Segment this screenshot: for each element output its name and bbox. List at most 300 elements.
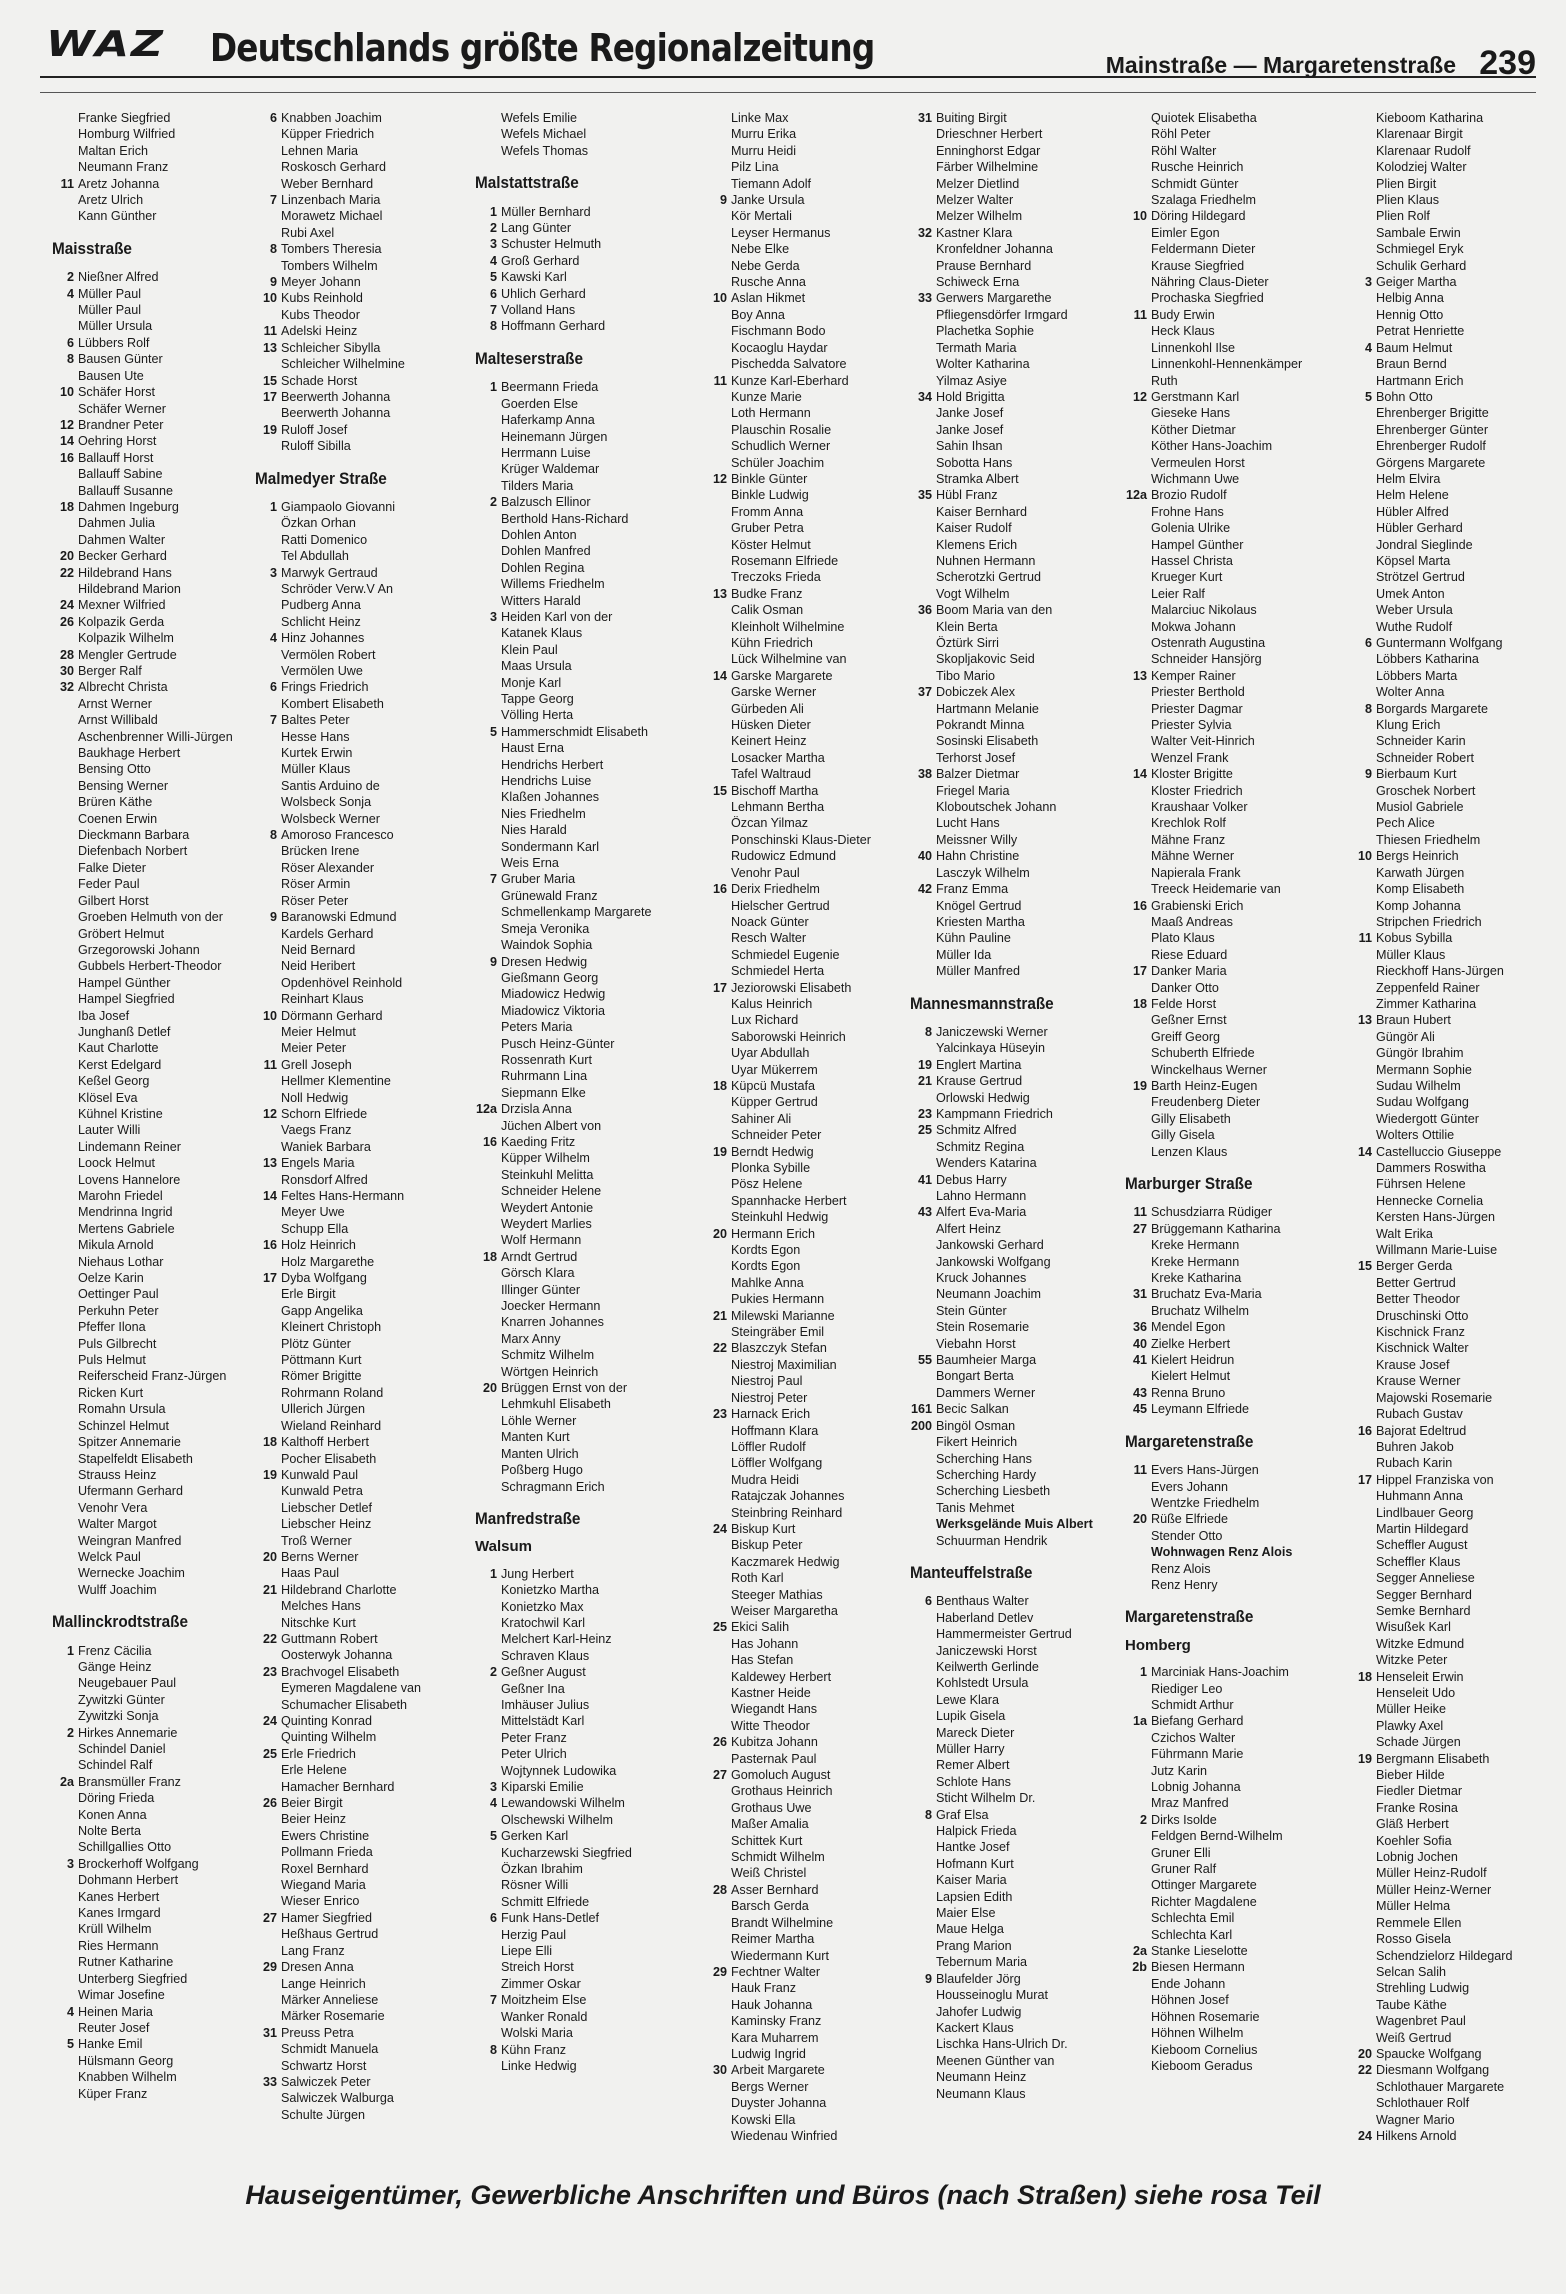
house-number	[910, 1626, 936, 1642]
resident-name: Klarenaar Birgit	[1376, 127, 1463, 142]
resident-entry	[255, 663, 465, 679]
page-number: 239	[1479, 44, 1536, 82]
resident-name: Loock Helmut	[78, 1156, 155, 1171]
resident-name: Höhnen Rosemarie	[1151, 2009, 1260, 2024]
resident-name: Klösel Eva	[78, 1090, 138, 1105]
resident-name: Hofmann Kurt	[936, 1856, 1014, 1871]
house-number	[52, 483, 78, 499]
resident-entry	[475, 126, 685, 142]
resident-name: Maltan Erich	[78, 143, 148, 158]
house-number	[52, 1938, 78, 1954]
resident-name: Ricken Kurt	[78, 1385, 144, 1400]
resident-name: Kaiser Bernhard	[936, 504, 1028, 519]
resident-name: Geßner Ernst	[1151, 1013, 1227, 1028]
resident-name: Moitzheim Else	[501, 1993, 587, 2008]
resident-entry	[1350, 1012, 1540, 1028]
resident-name: Quinting Wilhelm	[281, 1730, 377, 1745]
resident-entry	[910, 930, 1120, 946]
resident-entry	[1350, 1980, 1540, 1996]
resident-name: Groschek Norbert	[1376, 783, 1476, 798]
house-number	[705, 1783, 731, 1799]
resident-entry	[910, 1385, 1120, 1401]
resident-entry	[475, 921, 685, 937]
resident-name: Bergs Heinrich	[1376, 849, 1459, 864]
resident-entry	[910, 208, 1120, 224]
house-number	[255, 1598, 281, 1614]
house-number	[705, 1849, 731, 1865]
house-number	[705, 1373, 731, 1389]
resident-entry	[52, 1270, 262, 1286]
resident-name: Skopljakovic Seid	[936, 652, 1035, 667]
resident-entry	[1125, 1730, 1335, 1746]
house-number	[475, 904, 501, 920]
resident-entry	[475, 609, 685, 625]
house-number	[705, 733, 731, 749]
house-number	[1350, 1078, 1376, 1094]
house-number	[910, 241, 936, 257]
house-number	[1125, 1094, 1151, 1110]
resident-name: Lehmann Bertha	[731, 800, 825, 815]
house-number	[255, 696, 281, 712]
resident-entry	[52, 1122, 262, 1138]
resident-entry	[475, 593, 685, 609]
street-heading: Margaretenstraße	[1125, 1431, 1254, 1451]
house-number	[475, 1959, 501, 1975]
resident-name: Komp Elisabeth	[1376, 882, 1465, 897]
resident-name: Helm Helene	[1376, 488, 1449, 503]
house-number	[910, 258, 936, 274]
resident-entry	[705, 1701, 915, 1717]
house-number: 22	[59, 565, 74, 580]
resident-name: Marciniak Hans-Joachim	[1151, 1665, 1289, 1680]
resident-entry	[255, 745, 465, 761]
house-number	[1350, 1340, 1376, 1356]
resident-name: Kolodziej Walter	[1376, 160, 1467, 175]
resident-name: Wefels Emilie	[501, 111, 578, 125]
resident-name: Wieser Enrico	[281, 1894, 360, 1909]
house-number	[910, 1434, 936, 1450]
resident-entry	[255, 827, 465, 843]
resident-name: Hamacher Bernhard	[281, 1779, 395, 1794]
resident-name: Wörtgen Heinrich	[501, 1364, 599, 1379]
resident-entry	[52, 647, 262, 663]
house-number	[475, 576, 501, 592]
house-number	[705, 1997, 731, 2013]
resident-entry	[910, 1823, 1120, 1839]
house-number	[52, 2069, 78, 2085]
house-number	[705, 1652, 731, 1668]
house-number: 10	[59, 385, 74, 400]
resident-name: Kloster Friedrich	[1151, 783, 1243, 798]
resident-entry	[52, 417, 262, 433]
resident-name: Gruner Elli	[1151, 1845, 1211, 1860]
resident-name: Arbeit Margarete	[731, 2063, 825, 2078]
resident-name: Neumann Heinz	[936, 2070, 1027, 2085]
house-number	[705, 1816, 731, 1832]
resident-entry	[255, 2074, 465, 2090]
resident-entry	[705, 274, 915, 290]
house-number	[1125, 914, 1151, 930]
house-number	[255, 581, 281, 597]
house-number: 20	[262, 1549, 277, 1564]
house-number	[910, 553, 936, 569]
resident-name: Hassel Christa	[1151, 553, 1233, 568]
house-number	[52, 1533, 78, 1549]
resident-entry	[910, 1708, 1120, 1724]
house-number	[910, 1790, 936, 1806]
resident-name: Evers Johann	[1151, 1479, 1229, 1494]
resident-entry	[1350, 733, 1540, 749]
house-number	[910, 1155, 936, 1171]
house-number	[52, 1954, 78, 1970]
house-number	[705, 1980, 731, 1996]
house-number: 12	[262, 1106, 277, 1121]
house-number	[910, 1659, 936, 1675]
resident-entry	[1125, 1713, 1335, 1729]
resident-entry	[705, 980, 915, 996]
resident-entry	[910, 1626, 1120, 1642]
house-number: 7	[269, 713, 277, 728]
house-number: 29	[262, 1960, 277, 1975]
resident-name: Vaegs Franz	[281, 1123, 352, 1138]
resident-entry	[1125, 1877, 1335, 1893]
resident-entry	[1350, 930, 1540, 946]
house-number	[1350, 1849, 1376, 1865]
house-number	[910, 537, 936, 553]
house-number	[1350, 717, 1376, 733]
resident-name: Neid Heribert	[281, 959, 356, 974]
resident-entry	[910, 1451, 1120, 1467]
resident-name: Maas Ursula	[501, 659, 572, 674]
house-number	[255, 1647, 281, 1663]
resident-entry	[475, 302, 685, 318]
resident-name: Kühnel Kristine	[78, 1106, 163, 1121]
house-number	[52, 1516, 78, 1532]
resident-entry	[705, 1308, 915, 1324]
house-number	[910, 2053, 936, 2069]
resident-name: Quiotek Elisabetha	[1151, 111, 1257, 125]
house-number: 40	[1132, 1336, 1147, 1351]
resident-entry	[255, 1483, 465, 1499]
resident-entry	[705, 1144, 915, 1160]
resident-name: Baltes Peter	[281, 713, 350, 728]
resident-name: Diesmann Wolfgang	[1376, 2063, 1490, 2078]
resident-name: Saborowski Heinrich	[731, 1029, 846, 1044]
house-number	[705, 1324, 731, 1340]
resident-name: Janke Ursula	[731, 193, 805, 208]
resident-entry	[255, 2041, 465, 2057]
resident-entry	[475, 1976, 685, 1992]
house-number	[910, 405, 936, 421]
house-number	[910, 438, 936, 454]
resident-name: Heck Klaus	[1151, 324, 1215, 339]
resident-entry	[255, 1336, 465, 1352]
resident-entry	[475, 1068, 685, 1084]
resident-name: Kohlstedt Ursula	[936, 1676, 1029, 1691]
resident-name: Stripchen Friedrich	[1376, 914, 1482, 929]
house-number	[475, 740, 501, 756]
house-number	[910, 1139, 936, 1155]
house-number: 14	[262, 1189, 277, 1203]
resident-entry	[1350, 832, 1540, 848]
resident-name: Nolte Berta	[78, 1824, 141, 1839]
house-number	[1125, 1254, 1151, 1270]
resident-entry	[255, 1286, 465, 1302]
resident-name: Gerstmann Karl	[1151, 389, 1240, 404]
resident-name: Uyar Abdullah	[731, 1046, 810, 1061]
resident-name: Iba Josef	[78, 1008, 130, 1023]
resident-name: Illinger Günter	[501, 1282, 581, 1297]
house-number	[705, 947, 731, 963]
resident-entry	[1125, 1204, 1335, 1220]
resident-entry	[475, 1429, 685, 1445]
resident-name: Hülsmann Georg	[78, 2053, 174, 2068]
house-number	[255, 2041, 281, 2057]
resident-name: Hammermeister Gertrud	[936, 1627, 1072, 1642]
house-number	[705, 1800, 731, 1816]
resident-entry	[910, 1692, 1120, 1708]
house-number	[52, 1675, 78, 1691]
resident-entry	[910, 1254, 1120, 1270]
resident-entry	[52, 2069, 262, 2085]
resident-entry	[1350, 996, 1540, 1012]
resident-name: Kriesten Martha	[936, 914, 1025, 929]
resident-name: Löbbers Katharina	[1376, 652, 1479, 667]
resident-entry	[475, 1331, 685, 1347]
house-number: 24	[712, 1521, 727, 1536]
resident-entry	[475, 1877, 685, 1893]
resident-name: Kemper Rainer	[1151, 668, 1236, 683]
resident-name: Mahlke Anna	[731, 1275, 804, 1290]
resident-name: Wenzel Frank	[1151, 750, 1229, 765]
house-number	[1125, 1577, 1151, 1593]
resident-name: Berger Gerda	[1376, 1259, 1453, 1274]
resident-entry	[705, 1833, 915, 1849]
house-number	[1125, 1237, 1151, 1253]
resident-name: Maier Else	[936, 1906, 996, 1921]
house-number: 16	[59, 450, 74, 465]
resident-name: Boom Maria van den	[936, 603, 1053, 618]
house-number	[52, 811, 78, 827]
resident-name: Krause Siegfried	[1151, 258, 1245, 273]
house-number	[1350, 1734, 1376, 1750]
resident-name: Harnack Erich	[731, 1407, 811, 1422]
resident-entry	[1350, 898, 1540, 914]
resident-name: Kreke Katharina	[1151, 1271, 1242, 1286]
resident-entry	[910, 1401, 1120, 1417]
resident-entry	[1350, 1652, 1540, 1668]
resident-name: Frenz Cäcilia	[78, 1643, 152, 1658]
house-number	[910, 192, 936, 208]
resident-entry	[52, 192, 262, 208]
resident-name: Binkle Günter	[731, 471, 808, 486]
resident-entry	[255, 1057, 465, 1073]
resident-entry	[910, 815, 1120, 831]
house-number: 21	[917, 1074, 932, 1089]
resident-name: Schendzielorz Hildegard	[1376, 1948, 1513, 1963]
resident-name: Schillgallies Otto	[78, 1840, 172, 1855]
resident-entry	[1350, 1915, 1540, 1931]
resident-name: Strauss Heinz	[78, 1467, 157, 1482]
house-number	[1125, 815, 1151, 831]
house-number	[52, 318, 78, 334]
resident-name: Henseleit Udo	[1376, 1686, 1456, 1700]
house-number	[705, 307, 731, 323]
resident-name: Neugebauer Paul	[78, 1676, 177, 1691]
resident-name: Prang Marion	[936, 1938, 1012, 1953]
resident-entry	[1350, 553, 1540, 569]
resident-entry	[1350, 815, 1540, 831]
resident-entry	[1350, 1226, 1540, 1242]
resident-entry	[705, 602, 915, 618]
resident-name: Gläß Herbert	[1376, 1817, 1449, 1832]
resident-entry	[1125, 553, 1335, 569]
house-number	[910, 2020, 936, 2036]
resident-name: Noack Günter	[731, 914, 809, 929]
house-number	[910, 717, 936, 733]
resident-name: Aschenbrenner Willi-Jürgen	[78, 729, 233, 744]
resident-entry	[1125, 258, 1335, 274]
resident-name: Schneider Robert	[1376, 750, 1475, 765]
house-number	[1350, 1029, 1376, 1045]
house-number: 4	[269, 631, 277, 646]
house-number	[475, 1697, 501, 1713]
house-number	[1125, 1479, 1151, 1495]
resident-entry	[1350, 1669, 1540, 1685]
house-number: 1	[269, 499, 277, 514]
resident-name: Kaiser Maria	[936, 1873, 1007, 1888]
resident-name: Miadowicz Viktoria	[501, 1003, 606, 1018]
resident-entry	[475, 1861, 685, 1877]
resident-name: Steeger Mathias	[731, 1587, 823, 1602]
house-number: 11	[60, 176, 74, 191]
house-number	[255, 1844, 281, 1860]
house-number: 23	[712, 1407, 727, 1422]
house-number	[52, 368, 78, 384]
resident-entry	[1350, 2062, 1540, 2078]
resident-entry	[1350, 1242, 1540, 1258]
house-number	[255, 1204, 281, 1220]
resident-name: Heiden Karl von der	[501, 609, 613, 624]
resident-name: Schröder Verw.V An	[281, 581, 394, 596]
house-number: 10	[262, 1008, 277, 1023]
house-number	[705, 1570, 731, 1586]
house-number	[1350, 815, 1376, 831]
resident-entry	[52, 1401, 262, 1417]
resident-name: Schuberth Elfriede	[1151, 1046, 1255, 1061]
resident-name: Kubs Theodor	[281, 307, 360, 322]
resident-name: Reiferscheid Franz-Jürgen	[78, 1369, 227, 1384]
house-number	[910, 373, 936, 389]
resident-entry	[255, 696, 465, 712]
house-number	[52, 1757, 78, 1773]
resident-entry	[1350, 2030, 1540, 2046]
resident-name: Schäfer Werner	[78, 401, 166, 416]
house-number: 17	[262, 389, 277, 404]
resident-entry	[475, 954, 685, 970]
house-number	[1125, 274, 1151, 290]
house-number	[1350, 1505, 1376, 1521]
house-number	[475, 1216, 501, 1232]
resident-name: Schneider Karin	[1376, 734, 1466, 749]
resident-name: Rusche Anna	[731, 275, 806, 290]
resident-name: Schleicher Sibylla	[281, 340, 381, 355]
resident-name: Lucht Hans	[936, 816, 1000, 831]
house-number	[705, 389, 731, 405]
resident-entry	[52, 1741, 262, 1757]
resident-entry	[52, 1336, 262, 1352]
house-number	[1125, 701, 1151, 717]
resident-name: Gießmann Georg	[501, 970, 599, 985]
resident-name: Feltes Hans-Hermann	[281, 1189, 405, 1203]
house-number: 9	[924, 1971, 932, 1986]
resident-entry	[475, 1200, 685, 1216]
resident-name: Roxel Bernhard	[281, 1861, 369, 1876]
resident-name: Jeziorowski Elisabeth	[731, 980, 852, 995]
resident-name: Ruth	[1151, 373, 1178, 388]
resident-entry	[910, 290, 1120, 306]
resident-entry	[52, 1516, 262, 1532]
resident-entry	[255, 614, 465, 630]
resident-entry	[475, 2058, 685, 2074]
resident-name: Janke Josef	[936, 406, 1004, 421]
house-number	[1125, 1795, 1151, 1811]
house-number	[1350, 1948, 1376, 1964]
resident-entry	[705, 553, 915, 569]
house-number: 11	[263, 1057, 277, 1072]
house-number	[705, 356, 731, 372]
resident-name: Müller Heike	[1376, 1702, 1446, 1717]
resident-entry	[255, 176, 465, 192]
house-number	[52, 401, 78, 417]
resident-name: Rieckhoff Hans-Jürgen	[1376, 964, 1504, 979]
resident-entry	[52, 811, 262, 827]
resident-name: Jüchen Albert von	[501, 1118, 602, 1133]
house-number: 22	[712, 1341, 727, 1356]
resident-entry	[1350, 307, 1540, 323]
resident-name: Nitschke Kurt	[281, 1615, 356, 1630]
resident-name: Herrmann Luise	[501, 445, 591, 460]
resident-name: Weiß Gertrud	[1376, 2030, 1452, 2045]
resident-entry	[52, 860, 262, 876]
resident-name: Ballauff Sabine	[78, 467, 163, 482]
resident-name: Schade Horst	[281, 373, 358, 388]
house-number	[1350, 1291, 1376, 1307]
resident-entry	[255, 2008, 465, 2024]
house-number	[1350, 1701, 1376, 1717]
resident-name: Scherching Hardy	[936, 1467, 1037, 1482]
resident-name: Jung Herbert	[501, 1566, 574, 1581]
house-number	[255, 926, 281, 942]
resident-name: Neid Bernard	[281, 942, 356, 957]
resident-name: Stramka Albert	[936, 471, 1019, 486]
resident-name: Budy Erwin	[1151, 307, 1215, 322]
resident-name: Kühn Franz	[501, 2042, 567, 2057]
house-number	[475, 789, 501, 805]
resident-name: Willmann Marie-Luise	[1376, 1243, 1498, 1258]
resident-entry	[52, 1188, 262, 1204]
house-number	[255, 958, 281, 974]
house-number	[910, 1675, 936, 1691]
resident-name: Buiting Birgit	[936, 111, 1007, 125]
resident-entry	[1125, 1795, 1335, 1811]
resident-name: Opdenhövel Reinhold	[281, 975, 403, 990]
resident-name: Lang Franz	[281, 1943, 345, 1958]
resident-entry	[705, 1291, 915, 1307]
resident-entry	[1350, 1701, 1540, 1717]
house-number	[1125, 1730, 1151, 1746]
house-number: 19	[262, 422, 277, 437]
